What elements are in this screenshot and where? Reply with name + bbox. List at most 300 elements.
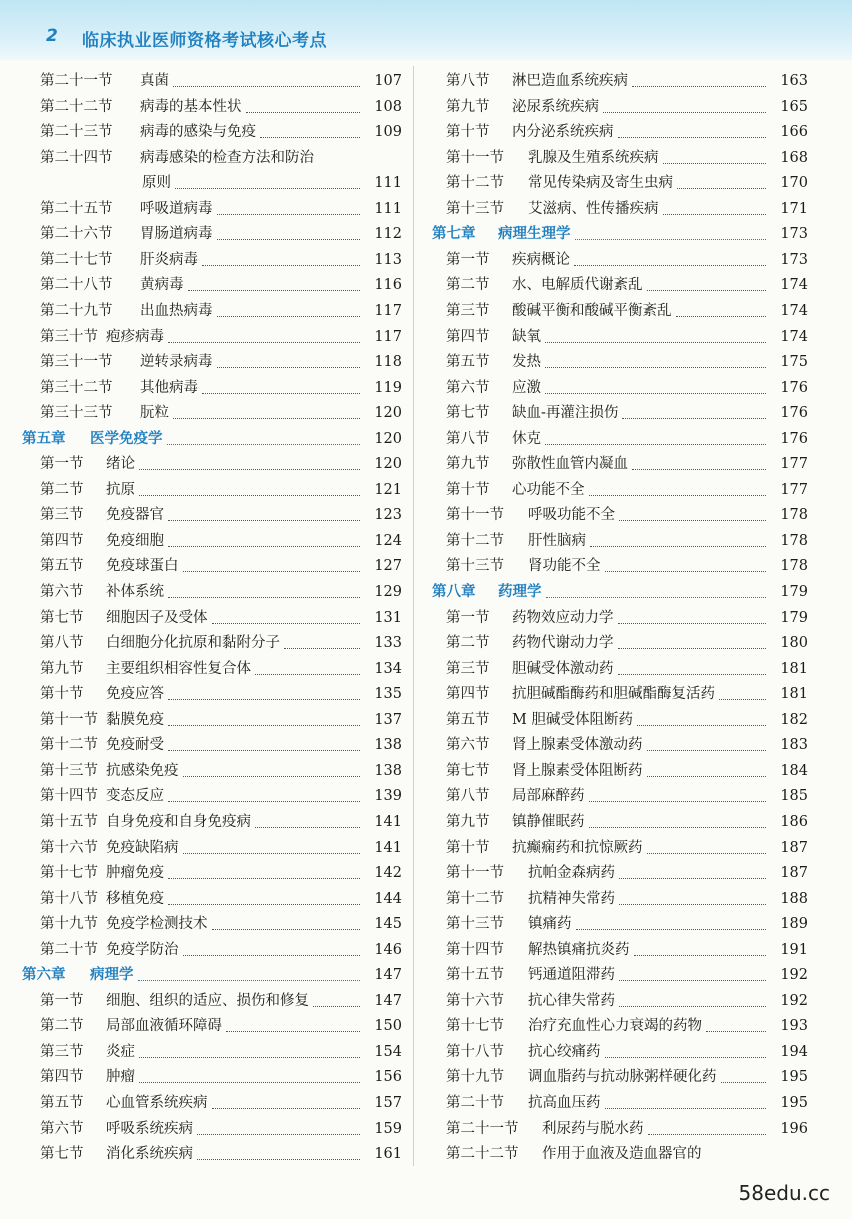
toc-section-number: 第八节 (446, 788, 490, 805)
toc-page-number: 145 (374, 916, 402, 933)
toc-section-number: 第八节 (446, 430, 490, 447)
toc-section-number: 第二十节 (40, 941, 98, 958)
toc-page-number: 133 (374, 635, 402, 652)
toc-leader-dots (168, 882, 360, 905)
toc-section-number: 第二节 (40, 1018, 84, 1035)
toc-page-number: 118 (374, 354, 402, 371)
toc-leader-dots (202, 371, 360, 394)
toc-page-number: 187 (780, 865, 808, 882)
toc-section-number: 第六节 (446, 379, 490, 396)
toc-page-number: 120 (374, 430, 402, 447)
toc-section-number: 第十六节 (40, 839, 98, 856)
toc-entry-title: 抗胆碱酯酶药和胆碱酯酶复活药 (512, 686, 715, 703)
toc-page-number: 168 (780, 149, 808, 166)
toc-page-number: 147 (374, 992, 402, 1009)
toc-page-number: 189 (780, 916, 808, 933)
toc-section-number: 第三十二节 (40, 379, 113, 396)
toc-leader-dots (545, 345, 766, 368)
toc-entry-title: 消化系统疾病 (106, 1146, 193, 1163)
toc-entry-title: 抗精神失常药 (528, 890, 615, 907)
toc-leader-dots (183, 754, 361, 777)
toc-page-number: 176 (780, 379, 808, 396)
toc-page-number: 154 (374, 1043, 402, 1060)
toc-page-number: 131 (374, 609, 402, 626)
toc-section-number: 第十一节 (40, 711, 98, 728)
toc-section-row (40, 1143, 402, 1165)
toc-entry-title: 局部麻醉药 (512, 788, 585, 805)
toc-page-number: 137 (374, 711, 402, 728)
toc-section-number: 第九节 (40, 660, 84, 677)
toc-entry-title: 常见传染病及寄生虫病 (528, 175, 673, 192)
toc-entry-title: 缺血-再灌注损伤 (512, 405, 619, 422)
toc-section-number: 第二十二节 (40, 98, 113, 115)
toc-entry-title: 休克 (512, 430, 541, 447)
toc-entry-title: 出血热病毒 (140, 302, 213, 319)
toc-section-number: 第十八节 (40, 890, 98, 907)
toc-leader-dots (619, 958, 766, 981)
toc-section-number: 第一节 (446, 609, 490, 626)
toc-section-number: 第七章 (432, 225, 476, 243)
toc-entry-title: 自身免疫和自身免疫病 (106, 813, 251, 830)
toc-leader-dots (648, 1112, 767, 1135)
toc-page-number: 127 (374, 558, 402, 575)
toc-leader-dots (183, 549, 361, 572)
toc-section-number: 第二十九节 (40, 302, 113, 319)
toc-section-number: 第四节 (446, 328, 490, 345)
toc-page-number: 182 (780, 711, 808, 728)
toc-section-number: 第六节 (446, 737, 490, 754)
toc-section-number: 第二节 (40, 481, 84, 498)
toc-leader-dots (545, 371, 766, 394)
toc-section-number: 第十九节 (446, 1069, 504, 1086)
toc-leader-dots (212, 1086, 361, 1109)
toc-section-number: 第二十八节 (40, 277, 113, 294)
toc-section-number: 第三十三节 (40, 405, 113, 422)
toc-leader-dots (663, 192, 767, 215)
toc-leader-dots (575, 217, 767, 240)
toc-section-number: 第十一节 (446, 149, 504, 166)
toc-page-number: 108 (374, 98, 402, 115)
toc-page-number: 166 (780, 124, 808, 141)
toc-section-number: 第二十一节 (40, 73, 113, 89)
toc-leader-dots (574, 243, 766, 266)
toc-leader-dots (605, 1086, 767, 1109)
toc-section-number: 第十三节 (446, 200, 504, 217)
toc-section-number: 第八节 (446, 73, 490, 89)
toc-page-number: 159 (374, 1120, 402, 1137)
toc-entry-title: 免疫球蛋白 (106, 558, 179, 575)
toc-leader-dots (139, 447, 360, 470)
toc-section-row (446, 1143, 808, 1165)
toc-page-number: 120 (374, 405, 402, 422)
toc-section-number: 第七节 (40, 609, 84, 626)
toc-entry-title: 病理生理学 (498, 225, 571, 243)
toc-section-number: 第十节 (446, 124, 490, 141)
toc-leader-dots (255, 652, 360, 675)
toc-section-number: 第八节 (40, 635, 84, 652)
toc-entry-title: 药理学 (498, 583, 542, 600)
toc-page-number: 195 (780, 1095, 808, 1111)
toc-section-number: 第十三节 (40, 762, 98, 779)
toc-page-number: 184 (780, 762, 808, 779)
toc-entry-title: 肾上腺素受体激动药 (512, 737, 643, 754)
toc-section-number: 第十八节 (446, 1043, 504, 1060)
toc-entry-title: 呼吸系统疾病 (106, 1120, 193, 1137)
toc-section-number: 第十节 (40, 686, 84, 703)
toc-page-number: 141 (374, 839, 402, 856)
toc-page-number: 181 (780, 686, 808, 703)
toc-leader-dots (260, 115, 360, 138)
toc-entry-title: 免疫耐受 (106, 737, 164, 754)
toc-page-number: 191 (780, 941, 808, 958)
toc-page-number: 175 (780, 354, 808, 371)
toc-entry-title: 移植免疫 (106, 890, 164, 907)
toc-entry-title: 免疫学检测技术 (106, 916, 208, 933)
toc-entry-title: 逆转录病毒 (140, 354, 213, 371)
toc-entry-title: 肾上腺素受体阻断药 (512, 762, 643, 779)
toc-entry-title: 补体系统 (106, 584, 164, 600)
toc-entry-title: 胃肠道病毒 (140, 226, 213, 243)
toc-entry-title: 原则 (142, 175, 171, 192)
toc-section-number: 第七节 (446, 405, 490, 422)
toc-section-number: 第二十节 (446, 1095, 504, 1111)
toc-leader-dots (217, 294, 361, 317)
toc-entry-title: 免疫应答 (106, 686, 164, 703)
toc-leader-dots (188, 268, 361, 291)
toc-section-number: 第四节 (40, 1069, 84, 1086)
toc-leader-dots (590, 524, 766, 547)
toc-entry-title: 其他病毒 (140, 379, 198, 396)
toc-entry-title: 抗原 (106, 481, 135, 498)
toc-leader-dots (246, 90, 361, 113)
toc-page-number: 187 (780, 839, 808, 856)
toc-page-number: 139 (374, 788, 402, 805)
watermark: 58edu.cc (738, 1181, 830, 1205)
toc-leader-dots (183, 831, 361, 854)
toc-leader-dots (622, 396, 766, 419)
toc-page-number: 161 (374, 1146, 402, 1163)
toc-leader-dots (217, 345, 361, 368)
toc-leader-dots (168, 677, 360, 700)
toc-entry-title: 真菌 (140, 73, 169, 89)
toc-leader-dots (589, 805, 767, 828)
toc-page-number: 171 (780, 200, 808, 217)
page-number: 2 (46, 26, 58, 46)
toc-section-row (40, 121, 402, 143)
toc-leader-dots (255, 805, 360, 828)
toc-entry-title: 疱疹病毒 (106, 328, 164, 345)
toc-section-number: 第三十一节 (40, 354, 113, 371)
toc-section-number: 第三节 (40, 1043, 84, 1060)
toc-leader-dots (546, 575, 767, 598)
toc-section-number: 第三节 (446, 660, 490, 677)
toc-page-number: 195 (780, 1069, 808, 1086)
toc-leader-dots (168, 524, 360, 547)
toc-entry-title: 镇痛药 (528, 916, 572, 933)
toc-leader-dots (647, 831, 767, 854)
toc-page-number: 119 (374, 379, 402, 396)
toc-entry-title: 心功能不全 (512, 481, 585, 498)
toc-leader-dots (168, 728, 360, 751)
toc-entry-title: 镇静催眠药 (512, 813, 585, 830)
toc-page-number: 117 (374, 328, 402, 345)
toc-section-number: 第十三节 (446, 916, 504, 933)
toc-leader-dots (618, 601, 767, 624)
toc-entry-title: 绪论 (106, 456, 135, 473)
toc-entry-title: 药物代谢动力学 (512, 635, 614, 652)
toc-section-number: 第二十五节 (40, 200, 113, 217)
toc-page-number: 144 (374, 890, 402, 907)
toc-page-number: 156 (374, 1069, 402, 1086)
toc-leader-dots (647, 728, 767, 751)
toc-leader-dots (139, 1060, 360, 1083)
toc-entry-title: 朊粒 (140, 405, 169, 422)
toc-entry-title: 心血管系统疾病 (106, 1095, 208, 1111)
toc-section-number: 第十一节 (446, 865, 504, 882)
toc-leader-dots (545, 422, 766, 445)
toc-page-number: 165 (780, 98, 808, 115)
toc-entry-title: 钙通道阻滞药 (528, 967, 615, 984)
toc-leader-dots (619, 856, 766, 879)
toc-leader-dots (168, 575, 360, 598)
toc-page-number: 163 (780, 73, 808, 89)
toc-leader-dots (545, 320, 766, 343)
toc-page-number: 116 (374, 277, 402, 294)
toc-entry-title: 作用于血液及造血器官的 (542, 1146, 702, 1163)
toc-leader-dots (663, 141, 767, 164)
toc-section-number: 第十五节 (40, 813, 98, 830)
toc-section-number: 第五节 (40, 1095, 84, 1111)
toc-section-number: 第一节 (40, 456, 84, 473)
toc-entry-title: 药物效应动力学 (512, 609, 614, 626)
toc-leader-dots (139, 1035, 360, 1058)
toc-leader-dots (197, 1112, 360, 1135)
toc-section-number: 第七节 (40, 1146, 84, 1163)
toc-leader-dots (168, 779, 360, 802)
toc-leader-dots (618, 115, 767, 138)
toc-leader-dots (634, 933, 767, 956)
toc-leader-dots (619, 498, 766, 521)
toc-page-number: 181 (780, 660, 808, 677)
toc-entry-title: 抗心绞痛药 (528, 1043, 601, 1060)
toc-section-number: 第六章 (22, 966, 66, 984)
toc-entry-title: 黏膜免疫 (106, 711, 164, 728)
toc-entry-title: 利尿药与脱水药 (542, 1120, 644, 1137)
toc-entry-title: 抗帕金森病药 (528, 865, 615, 882)
toc-page-number: 186 (780, 813, 808, 830)
toc-section-number: 第七节 (446, 762, 490, 779)
toc-page-number: 174 (780, 328, 808, 345)
toc-entry-title: 白细胞分化抗原和黏附分子 (106, 635, 280, 652)
toc-leader-dots (618, 652, 767, 675)
toc-section-number: 第十节 (446, 481, 490, 498)
toc-page-number: 178 (780, 532, 808, 549)
toc-leader-dots (212, 601, 361, 624)
toc-section-number: 第四节 (446, 686, 490, 703)
toc-leader-dots (168, 320, 360, 343)
toc-leader-dots (212, 907, 361, 930)
toc-leader-dots (168, 856, 360, 879)
toc-leader-dots (197, 1137, 360, 1160)
toc-entry-title: 免疫细胞 (106, 532, 164, 549)
toc-page-number: 138 (374, 737, 402, 754)
toc-entry-title: 发热 (512, 354, 541, 371)
toc-leader-dots (167, 422, 361, 445)
toc-leader-dots (605, 549, 767, 572)
toc-section-row (446, 1118, 808, 1140)
toc-leader-dots (632, 447, 766, 470)
toc-entry-title: 内分泌系统疾病 (512, 124, 614, 141)
toc-section-number: 第二十二节 (446, 1146, 519, 1163)
toc-page-number: 117 (374, 302, 402, 319)
toc-entry-title: 泌尿系统疾病 (512, 98, 599, 115)
toc-section-number: 第十二节 (446, 175, 504, 192)
toc-page-number: 173 (780, 226, 808, 243)
toc-entry-title: 细胞、组织的适应、损伤和修复 (106, 992, 309, 1009)
toc-leader-dots (618, 626, 767, 649)
toc-leader-dots (619, 882, 766, 905)
toc-section-number: 第九节 (446, 813, 490, 830)
toc-entry-title: 黄病毒 (140, 277, 184, 294)
toc-entry-title: 医学免疫学 (90, 429, 163, 447)
toc-page-number: 134 (374, 660, 402, 677)
toc-entry-title: 细胞因子及受体 (106, 609, 208, 626)
toc-entry-title: 抗感染免疫 (106, 762, 179, 779)
toc-entry-title: 抗心律失常药 (528, 992, 615, 1009)
toc-section-number: 第十七节 (40, 865, 98, 882)
toc-page-number: 135 (374, 686, 402, 703)
toc-section-number: 第二十七节 (40, 251, 113, 268)
toc-page-number: 129 (374, 584, 402, 600)
toc-page-number: 170 (780, 175, 808, 192)
toc-page-number: 178 (780, 507, 808, 524)
toc-page-number: 147 (374, 967, 402, 984)
toc-page-number: 124 (374, 532, 402, 549)
toc-page-number: 142 (374, 865, 402, 882)
toc-section-number: 第十二节 (446, 890, 504, 907)
toc-page-number: 123 (374, 507, 402, 524)
toc-section-number: 第五节 (446, 354, 490, 371)
toc-entry-title: 病理学 (90, 966, 134, 984)
toc-page-number: 177 (780, 456, 808, 473)
toc-entry-title: 疾病概论 (512, 251, 570, 268)
toc-section-number: 第十节 (446, 839, 490, 856)
toc-page-number: 146 (374, 941, 402, 958)
toc-leader-dots (175, 166, 360, 189)
toc-leader-dots (217, 217, 361, 240)
toc-entry-title: 酸碱平衡和酸碱平衡紊乱 (512, 302, 672, 319)
toc-section-number: 第十六节 (446, 992, 504, 1009)
toc-entry-title: 肝炎病毒 (140, 251, 198, 268)
toc-entry-title: 病毒的感染与免疫 (140, 124, 256, 141)
toc-leader-dots (173, 64, 360, 87)
toc-page-number: 188 (780, 890, 808, 907)
toc-section-number: 第九节 (446, 456, 490, 473)
toc-section-number: 第六节 (40, 584, 84, 600)
toc-section-number: 第八章 (432, 583, 476, 600)
toc-section-number: 第一节 (446, 251, 490, 268)
toc-entry-title: 治疗充血性心力衰竭的药物 (528, 1018, 702, 1035)
toc-section-number: 第十四节 (446, 941, 504, 958)
toc-entry-title: 肾功能不全 (528, 558, 601, 575)
toc-leader-dots (676, 294, 767, 317)
toc-entry-title: 肝性脑病 (528, 532, 586, 549)
toc-leader-dots (168, 498, 360, 521)
toc-leader-dots (139, 473, 360, 496)
toc-entry-title: 应激 (512, 379, 541, 396)
toc-section-number: 第十五节 (446, 967, 504, 984)
toc-leader-dots (603, 90, 766, 113)
toc-page-number: 107 (374, 73, 402, 89)
toc-page-number: 193 (780, 1018, 808, 1035)
toc-page-number: 157 (374, 1095, 402, 1111)
toc-leader-dots (677, 166, 766, 189)
toc-leader-dots (589, 473, 767, 496)
toc-entry-title: 肿瘤免疫 (106, 865, 164, 882)
toc-entry-title: 病毒感染的检查方法和防治 (140, 149, 314, 166)
toc-leader-dots (721, 1060, 767, 1083)
toc-page-number: 150 (374, 1018, 402, 1035)
toc-leader-dots (284, 626, 360, 649)
toc-page-number: 111 (374, 200, 402, 217)
toc-entry-title: 淋巴造血系统疾病 (512, 73, 628, 89)
toc-page-number: 112 (374, 226, 402, 243)
toc-entry-title: 胆碱受体激动药 (512, 660, 614, 677)
toc-leader-dots (202, 243, 360, 266)
toc-leader-dots (647, 268, 767, 291)
toc-section-number: 第二节 (446, 635, 490, 652)
toc-page-number: 174 (780, 277, 808, 294)
toc-section-number: 第四节 (40, 532, 84, 549)
toc-section-number: 第三十节 (40, 328, 98, 345)
toc-page-number: 176 (780, 430, 808, 447)
toc-page-number: 141 (374, 813, 402, 830)
toc-page-number: 185 (780, 788, 808, 805)
toc-section-number: 第十三节 (446, 558, 504, 575)
toc-page-number: 194 (780, 1043, 808, 1060)
toc-entry-title: 炎症 (106, 1043, 135, 1060)
toc-entry-title: 抗高血压药 (528, 1095, 601, 1111)
toc-page-number: 113 (374, 251, 402, 268)
toc-section-number: 第二十一节 (446, 1120, 519, 1137)
toc-page-number: 176 (780, 405, 808, 422)
toc-entry-title: 呼吸道病毒 (140, 200, 213, 217)
toc-entry-title: 变态反应 (106, 788, 164, 805)
toc-section-number: 第十一节 (446, 507, 504, 524)
toc-section-number: 第一节 (40, 992, 84, 1009)
toc-entry-title: 弥散性血管内凝血 (512, 456, 628, 473)
toc-page-number: 120 (374, 456, 402, 473)
toc-leader-dots (706, 1009, 766, 1032)
toc-leader-dots (647, 754, 767, 777)
toc-entry-title: 艾滋病、性传播疾病 (528, 200, 659, 217)
toc-page-number: 179 (780, 584, 808, 600)
toc-section-number: 第六节 (40, 1120, 84, 1137)
toc-page-number: 109 (374, 124, 402, 141)
toc-page-number: 173 (780, 251, 808, 268)
toc-section-number: 第五节 (446, 711, 490, 728)
toc-section-number: 第二十三节 (40, 124, 113, 141)
toc-page-number: 121 (374, 481, 402, 498)
toc-leader-dots (138, 958, 361, 981)
toc-entry-title: 乳腺及生殖系统疾病 (528, 149, 659, 166)
toc-page-number: 178 (780, 558, 808, 575)
toc-section-number: 第十九节 (40, 916, 98, 933)
toc-section-number: 第十二节 (446, 532, 504, 549)
toc-page-number: 138 (374, 762, 402, 779)
toc-leader-dots (183, 933, 361, 956)
toc-leader-dots (168, 703, 360, 726)
